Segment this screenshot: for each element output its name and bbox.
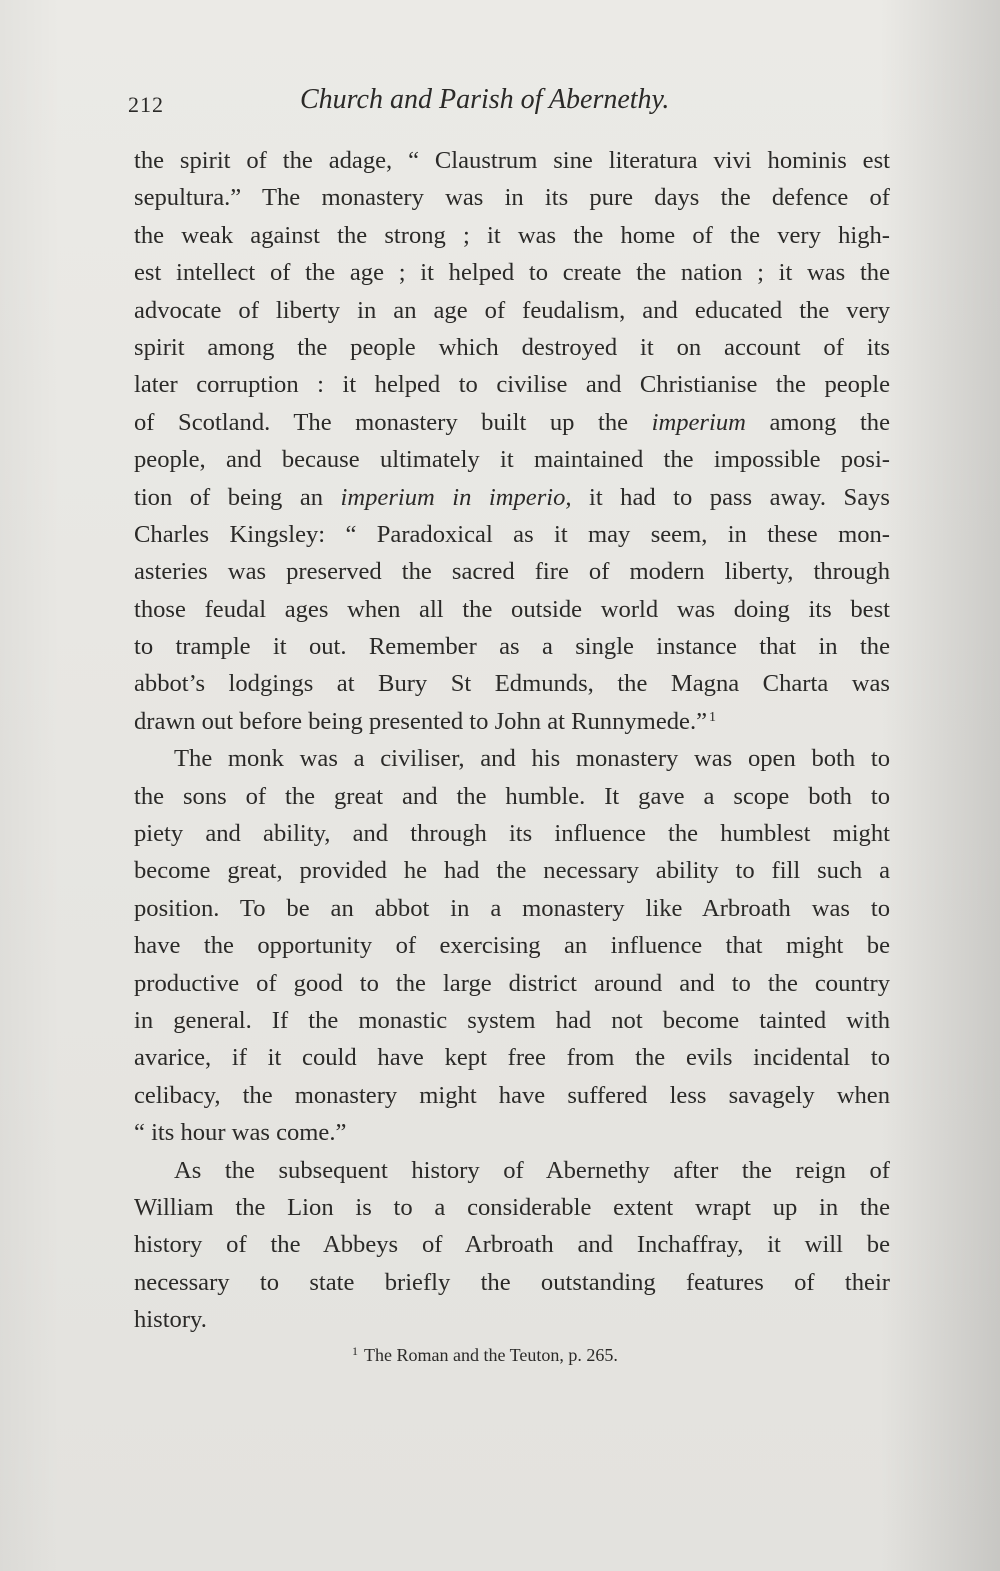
text-line: the weak against the strong ; it was the home of the very high- — [134, 221, 890, 249]
text-line: avarice, if it could have kept free from the evils incidental to — [134, 1044, 890, 1072]
footnote — [352, 1344, 618, 1366]
footnote-reference: 1 — [709, 709, 717, 725]
text-run: of Scotland. The monastery built up the — [134, 408, 652, 436]
text-line: the spirit of the adage, “ Claustrum sine literatura vivi hominis est — [134, 147, 890, 174]
text-run: it had to pass away. Says — [571, 483, 890, 511]
text-line: have the opportunity of exercising an influence that might be — [134, 932, 890, 960]
text-line: spirit among the people which destroyed it on account of its — [134, 333, 890, 361]
text-line: celibacy, the monastery might have suffered less savagely when — [134, 1081, 890, 1109]
text-run: tion of being an — [134, 483, 341, 511]
text-line — [134, 479, 890, 516]
footnote-text: The Roman and the Teuton, p. 265. — [364, 1345, 618, 1365]
text-line: necessary to state briefly the outstanding features of their — [134, 1268, 890, 1296]
text-line: to trample it out. Remember as a single instance that in the — [134, 633, 890, 661]
footnote-marker: 1 — [352, 1344, 358, 1358]
italic-term: imperium in imperio, — [340, 483, 572, 511]
text-line: piety and ability, and through its influence the humblest might — [134, 820, 890, 848]
text-line — [134, 404, 890, 441]
text-line: asteries was preserved the sacred fire of modern liberty, through — [134, 558, 890, 586]
text-line: later corruption : it helped to civilise and Christianise the people — [134, 371, 890, 399]
text-line: history. — [134, 1306, 207, 1334]
text-line: productive of good to the large district around and to the country — [134, 969, 890, 997]
text-line: become great, provided he had the necessary ability to fill such a — [134, 857, 890, 885]
text-line: those feudal ages when all the outside world was doing its best — [134, 595, 890, 623]
text-run: among the — [745, 408, 890, 436]
text-line: sepultura.” The monastery was in its pure days the defence of — [134, 184, 890, 212]
running-title: Church and Parish of Abernethy. — [300, 84, 670, 115]
text-line: As the subsequent history of Abernethy after the reign of — [174, 1156, 890, 1184]
text-line: in general. If the monastic system had not become tainted with — [134, 1006, 890, 1034]
text-line: est intellect of the age ; it helped to create the nation ; it was the — [134, 259, 890, 287]
text-line — [134, 703, 890, 740]
text-run: drawn out before being presented to John at Runnymede.” — [134, 707, 708, 735]
text-line: the sons of the great and the humble. It gave a scope both to — [134, 782, 890, 810]
text-line: William the Lion is to a considerable extent wrapt up in the — [134, 1193, 890, 1221]
text-line: people, and because ultimately it maintained the impossible posi- — [134, 446, 890, 474]
body-text — [134, 142, 890, 1339]
text-line: position. To be an abbot in a monastery like Arbroath was to — [134, 894, 890, 922]
text-line: The monk was a civiliser, and his monastery was open both to — [174, 745, 890, 773]
page-number: 212 — [128, 92, 164, 117]
text-line: “ its hour was come.” — [134, 1119, 347, 1147]
running-head — [128, 84, 728, 124]
italic-term: imperium — [651, 408, 746, 436]
text-line: advocate of liberty in an age of feudalism, and educated the very — [134, 296, 890, 324]
text-line: history of the Abbeys of Arbroath and Inchaffray, it will be — [134, 1231, 890, 1259]
text-line: abbot’s lodgings at Bury St Edmunds, the Magna Charta was — [134, 670, 890, 698]
text-line: Charles Kingsley: “ Paradoxical as it may seem, in these mon- — [134, 520, 890, 548]
